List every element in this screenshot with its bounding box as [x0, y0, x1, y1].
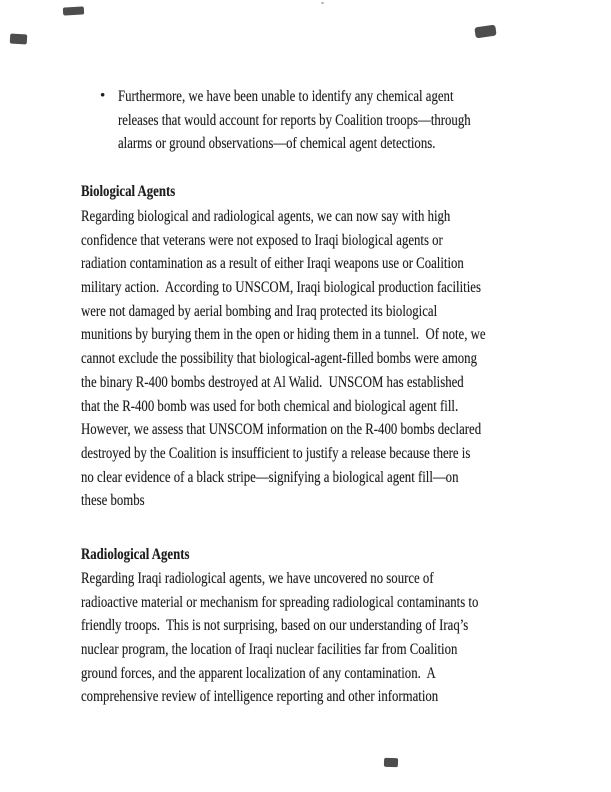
text-line: Regarding biological and radiological agents, we can now say with high [81, 208, 451, 225]
text-line: these bombs [81, 492, 145, 510]
bullet-icon: • [100, 88, 106, 104]
text-line: Furthermore, we have been unable to identify any chemical agent [118, 88, 454, 105]
scan-artifact-mark-top-right [474, 25, 496, 39]
paragraph-biological-agents [81, 205, 587, 513]
text-line: that the R-400 bomb was used for both chemical and biological agent fill. [81, 397, 459, 415]
text-line: radiation contamination as a result of either Iraqi weapons use or Coalition [81, 255, 464, 273]
section-heading-radiological-agents [81, 543, 217, 567]
scan-artifact-mark-top-left [63, 6, 84, 15]
heading-text: Radiological Agents [81, 546, 190, 563]
bullet-list-item [118, 85, 559, 156]
text-line: nuclear program, the location of Iraqi nuclear facilities far from Coalition [81, 641, 458, 659]
text-line: radioactive material or mechanism for spreading radiological contaminants to [81, 593, 479, 611]
text-line: confidence that veterans were not exposed to Iraqi biological agents or [81, 231, 443, 249]
text-line: alarms or ground observations—of chemical agent detections. [118, 135, 436, 153]
text-line: ground forces, and the apparent localization of any contamination. A [81, 664, 436, 682]
text-line: friendly troops. This is not surprising, based on our understanding of Iraq’s [81, 617, 469, 635]
text-line: no clear evidence of a black stripe—signifying a biological agent fill—on [81, 468, 459, 486]
paragraph-radiological-agents [81, 567, 578, 709]
text-line: were not damaged by aerial bombing and Iraq protected its biological [81, 302, 438, 320]
scan-artifact-mark-bottom-right [384, 758, 398, 767]
text-line: military action. According to UNSCOM, Iraqi biological production facilities [81, 279, 481, 297]
text-line: Regarding Iraqi radiological agents, we have uncovered no source of [81, 570, 434, 587]
text-line: munitions by burying them in the open or hiding them in a tunnel. Of note, we [81, 326, 486, 344]
text-line: destroyed by the Coalition is insufficient to justify a release because there is [81, 444, 471, 462]
text-line: cannot exclude the possibility that biological-agent-filled bombs were among [81, 350, 477, 368]
scan-speck-top-center [321, 2, 324, 4]
text-line: However, we assess that UNSCOM information on the R-400 bombs declared [81, 421, 482, 439]
text-line: the binary R-400 bombs destroyed at Al Walid. UNSCOM has established [81, 373, 464, 391]
scan-artifact-mark-left-edge [10, 34, 28, 45]
section-heading-biological-agents [81, 180, 199, 204]
text-line: releases that would account for reports by Coalition troops—through [118, 111, 471, 129]
heading-text: Biological Agents [81, 183, 176, 200]
text-line: comprehensive review of intelligence reporting and other information [81, 688, 439, 706]
